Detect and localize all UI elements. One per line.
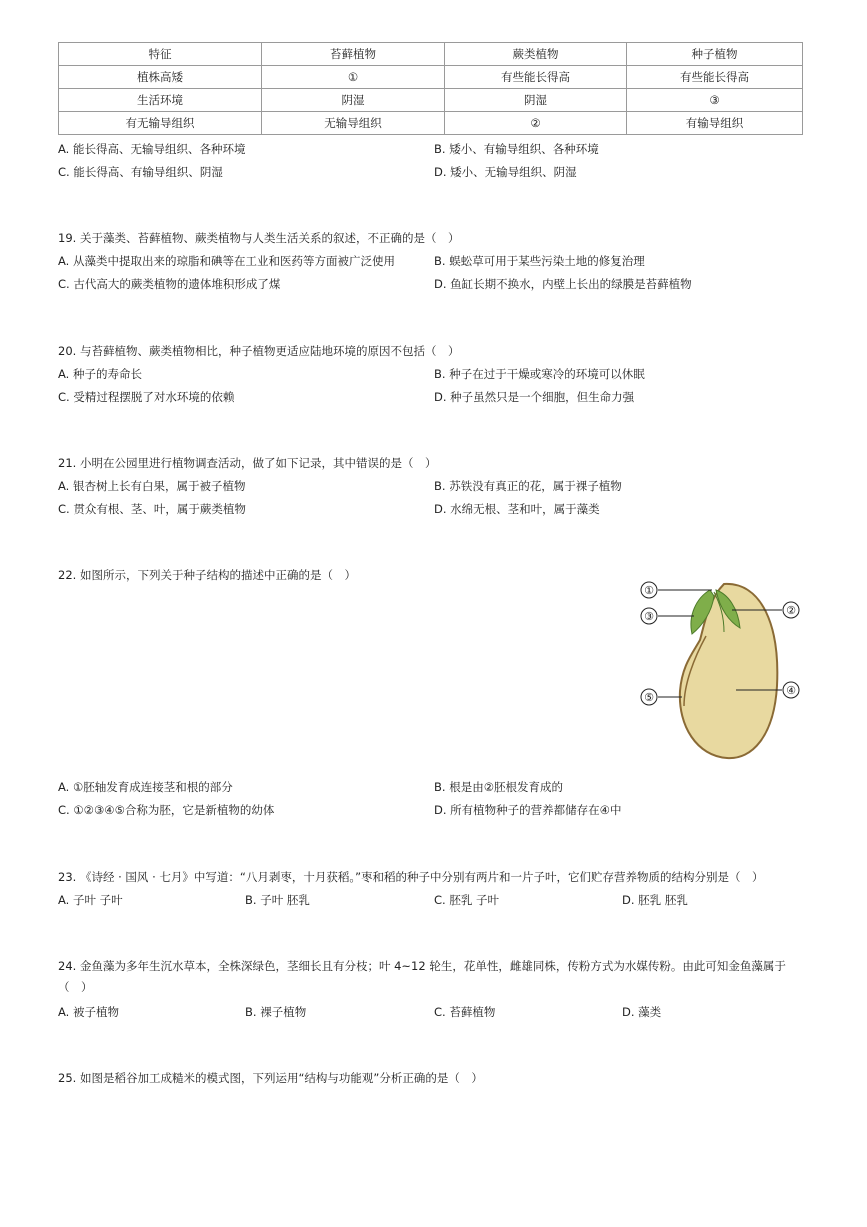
q18-option-a[interactable]: A. 能长得高、无输导组织、各种环境 bbox=[58, 142, 246, 156]
svg-text:④: ④ bbox=[786, 684, 796, 697]
seed-label-3 bbox=[641, 608, 657, 624]
q19-option-c[interactable]: C. 古代高大的蕨类植物的遗体堆积形成了煤 bbox=[58, 277, 281, 291]
table-cell: 种子植物 bbox=[627, 43, 803, 66]
comparison-table bbox=[58, 42, 803, 135]
table-cell: 生活环境 bbox=[59, 89, 262, 112]
q19-stem: 19. 关于藻类、苔藓植物、蕨类植物与人类生活关系的叙述，不正确的是（ ） bbox=[58, 231, 460, 245]
q20-option-d[interactable]: D. 种子虽然只是一个细胞，但生命力强 bbox=[434, 390, 635, 404]
table-cell: 有些能长得高 bbox=[627, 66, 803, 89]
q22-option-d[interactable]: D. 所有植物种子的营养都储存在④中 bbox=[434, 803, 622, 817]
svg-text:⑤: ⑤ bbox=[644, 691, 654, 704]
table-row bbox=[59, 89, 803, 112]
table-row bbox=[59, 112, 803, 135]
q22-option-a[interactable]: A. ①胚轴发育成连接茎和根的部分 bbox=[58, 780, 233, 794]
q19-option-a[interactable]: A. 从藻类中提取出来的琼脂和碘等在工业和医药等方面被广泛使用 bbox=[58, 254, 395, 268]
seed-label-5 bbox=[641, 689, 657, 705]
q23-option-d[interactable]: D. 胚乳 胚乳 bbox=[622, 893, 688, 907]
q21-option-a[interactable]: A. 银杏树上长有白果，属于被子植物 bbox=[58, 479, 246, 493]
q20-stem: 20. 与苔藓植物、蕨类植物相比，种子植物更适应陆地环境的原因不包括（ ） bbox=[58, 344, 460, 358]
q22-stem: 22. 如图所示，下列关于种子结构的描述中正确的是（ ） bbox=[58, 568, 356, 582]
q19-option-b[interactable]: B. 蜈蚣草可用于某些污染土地的修复治理 bbox=[434, 254, 645, 268]
q25-stem: 25. 如图是稻谷加工成糙米的模式图，下列运用“结构与功能观”分析正确的是（ ） bbox=[58, 1071, 483, 1085]
q24-stem: 24. 金鱼藻为多年生沉水草本，全株深绿色，茎细长且有分枝；叶 4~12 轮生，花单性，雌雄同株，传粉方式为水媒传粉。由此可知金鱼藻属于（ ） bbox=[58, 959, 786, 994]
table-cell: ① bbox=[262, 66, 445, 89]
table-cell: ② bbox=[445, 112, 627, 135]
table-cell: 阴湿 bbox=[262, 89, 445, 112]
seed-structure-figure bbox=[632, 576, 812, 764]
q21-option-c[interactable]: C. 贯众有根、茎、叶，属于蕨类植物 bbox=[58, 502, 246, 516]
seed-label-1 bbox=[641, 582, 657, 598]
q23-stem: 23. 《诗经 · 国风 · 七月》中写道：“八月剥枣，十月获稻。”枣和稻的种子中分别有两片和一片子叶，它们贮存营养物质的结构分别是（ ） bbox=[58, 870, 764, 884]
q18-option-d[interactable]: D. 矮小、无输导组织、阴湿 bbox=[434, 165, 577, 179]
q21-stem: 21. 小明在公园里进行植物调查活动，做了如下记录，其中错误的是（ ） bbox=[58, 456, 437, 470]
table-cell: 阴湿 bbox=[445, 89, 627, 112]
q19-option-d[interactable]: D. 鱼缸长期不换水，内壁上长出的绿膜是苔藓植物 bbox=[434, 277, 692, 291]
q22-option-b[interactable]: B. 根是由②胚根发育成的 bbox=[434, 780, 564, 794]
table-cell: 有些能长得高 bbox=[445, 66, 627, 89]
svg-text:①: ① bbox=[644, 584, 654, 597]
svg-text:③: ③ bbox=[644, 610, 654, 623]
q24-option-a[interactable]: A. 被子植物 bbox=[58, 1005, 119, 1019]
q21-option-d[interactable]: D. 水绵无根、茎和叶，属于藻类 bbox=[434, 502, 600, 516]
table-cell: 蕨类植物 bbox=[445, 43, 627, 66]
table-cell: 特征 bbox=[59, 43, 262, 66]
q24-option-c[interactable]: C. 苔藓植物 bbox=[434, 1005, 496, 1019]
q23-option-b[interactable]: B. 子叶 胚乳 bbox=[245, 893, 310, 907]
seed-label-4 bbox=[783, 682, 799, 698]
q18-option-b[interactable]: B. 矮小、有输导组织、各种环境 bbox=[434, 142, 599, 156]
table-cell: ③ bbox=[627, 89, 803, 112]
table-cell: 植株高矮 bbox=[59, 66, 262, 89]
table-row bbox=[59, 66, 803, 89]
q24-option-d[interactable]: D. 藻类 bbox=[622, 1005, 662, 1019]
q23-option-a[interactable]: A. 子叶 子叶 bbox=[58, 893, 123, 907]
q20-option-b[interactable]: B. 种子在过于干燥或寒冷的环境可以休眠 bbox=[434, 367, 645, 381]
q21-option-b[interactable]: B. 苏铁没有真正的花，属于裸子植物 bbox=[434, 479, 622, 493]
table-cell: 有无输导组织 bbox=[59, 112, 262, 135]
table-header-row bbox=[59, 43, 803, 66]
table-cell: 无输导组织 bbox=[262, 112, 445, 135]
table-cell: 苔藓植物 bbox=[262, 43, 445, 66]
q20-option-a[interactable]: A. 种子的寿命长 bbox=[58, 367, 142, 381]
q18-option-c[interactable]: C. 能长得高、有输导组织、阴湿 bbox=[58, 165, 223, 179]
q23-option-c[interactable]: C. 胚乳 子叶 bbox=[434, 893, 499, 907]
q22-option-c[interactable]: C. ①②③④⑤合称为胚，它是新植物的幼体 bbox=[58, 803, 275, 817]
q20-option-c[interactable]: C. 受精过程摆脱了对水环境的依赖 bbox=[58, 390, 235, 404]
table-cell: 有输导组织 bbox=[627, 112, 803, 135]
svg-text:②: ② bbox=[786, 604, 796, 617]
q24-option-b[interactable]: B. 裸子植物 bbox=[245, 1005, 307, 1019]
seed-label-2 bbox=[783, 602, 799, 618]
